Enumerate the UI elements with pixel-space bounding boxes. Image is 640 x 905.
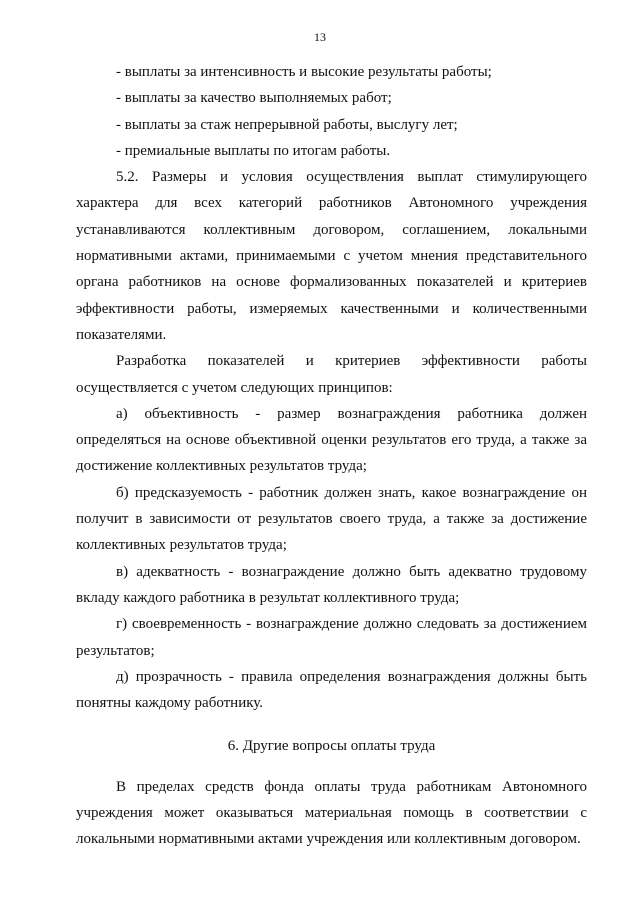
principle-transparency: д) прозрачность - правила определения вознаграждения должны быть понятны каждому работнику.	[76, 668, 587, 712]
section-6-heading: 6. Другие вопросы оплаты труда	[227, 738, 436, 755]
principle-adequacy: в) адекватность - вознаграждение должно быть адекватно трудовому вкладу каждого работника в результат коллективного труда;	[76, 563, 587, 606]
principle-predictability: б) предсказуемость - работник должен знать, какое вознаграждение он получит в зависимости от результатов своего труда, а также за достижение коллективных результатов труда;	[76, 484, 587, 554]
document-body	[76, 59, 587, 853]
principle-objectivity: а) объективность - размер вознаграждения работника должен определяться на основе объективной оценки результатов его труда, а также за достижение коллективных результатов труда;	[76, 405, 587, 475]
clause-5-2-paragraph: 5.2. Размеры и условия осуществления выплат стимулирующего характера для всех категорий работников Автономного учреждения устанавливаются коллективным договором, соглашением, локальными нормативными актами, принимаемыми с учетом мнения представительного органа работников на основе формализованных показателей и критериев эффективности работы, измеряемых качественными и количественными показателями.	[76, 169, 587, 343]
material-assistance-paragraph: В пределах средств фонда оплаты труда работникам Автономного учреждения может оказываться материальная помощь в соответствии с локальными нормативными актами учреждения или коллективным договором.	[76, 778, 587, 848]
list-item-intensity-payments: - выплаты за интенсивность и высокие результаты работы;	[116, 64, 492, 80]
list-item-quality-payments: - выплаты за качество выполняемых работ;	[116, 90, 392, 107]
list-item-seniority-payments: - выплаты за стаж непрерывной работы, выслугу лет;	[116, 116, 458, 133]
principle-timeliness: г) своевременность - вознаграждение должно следовать за достижением результатов;	[76, 616, 587, 659]
criteria-principles-paragraph: Разработка показателей и критериев эффективности работы осуществляется с учетом следующих принципов:	[76, 353, 587, 396]
page-number: 13	[314, 30, 326, 44]
list-item-bonus-payments: - премиальные выплаты по итогам работы.	[116, 142, 391, 159]
